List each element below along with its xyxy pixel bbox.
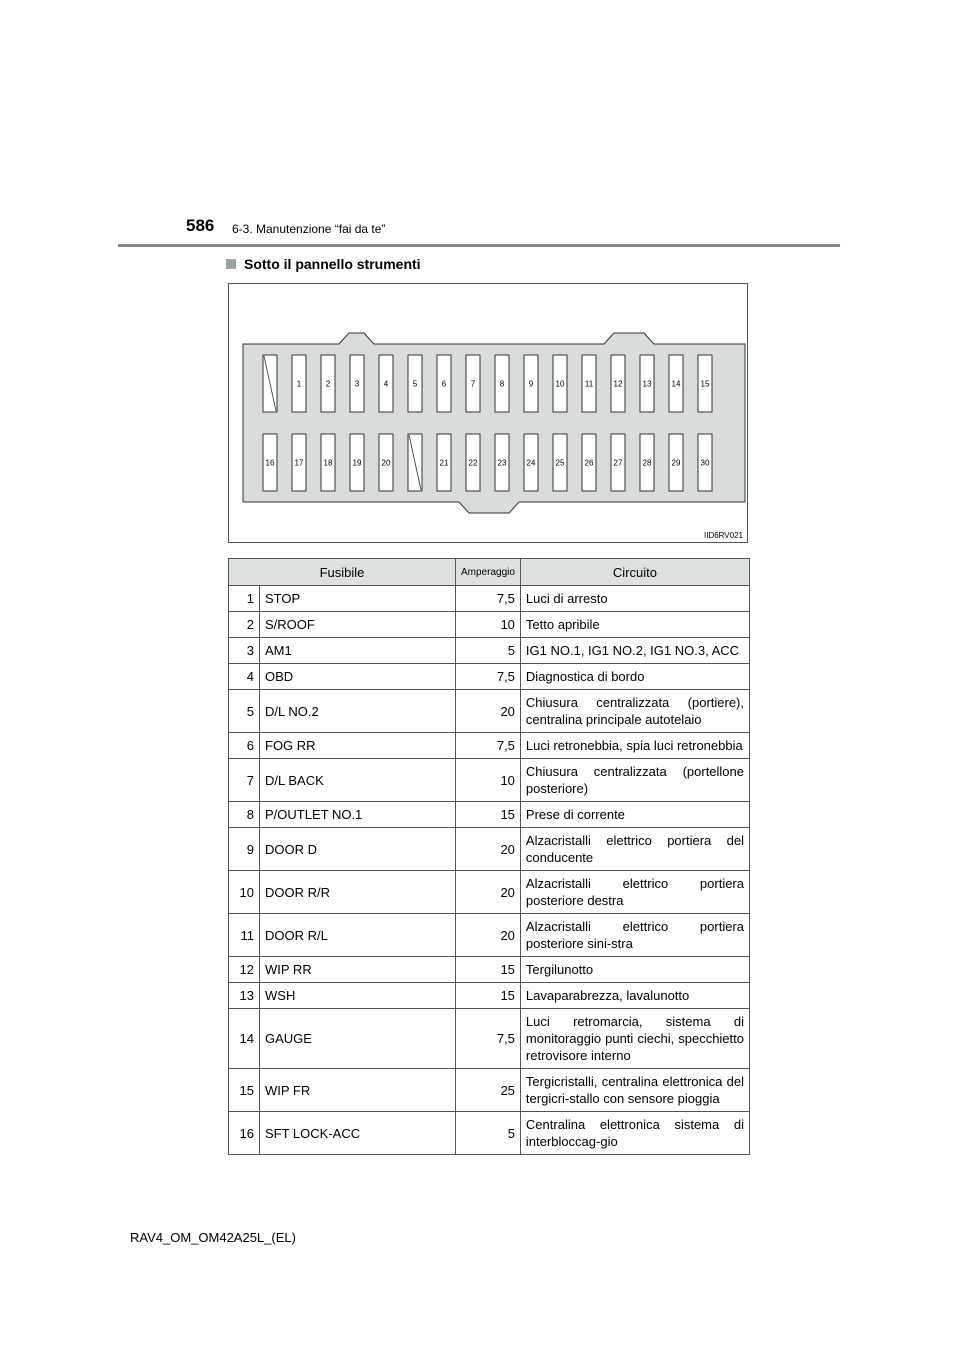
cell-num: 15 [229,1069,260,1112]
fuse-slot-label: 4 [383,379,389,389]
cell-amp: 15 [456,802,521,828]
cell-amp: 7,5 [456,1009,521,1069]
fuse-slot-18 [321,434,335,491]
cell-num: 8 [229,802,260,828]
fuse-slot-label: 7 [470,379,476,389]
fuse-slot-9 [524,355,538,412]
cell-name: FOG RR [260,733,456,759]
cell-num: 12 [229,957,260,983]
fuse-slot-10 [553,355,567,412]
cell-num: 5 [229,690,260,733]
fuse-slot-label: 14 [671,379,681,389]
fuse-table-body [229,586,750,1155]
fuse-slot-16 [263,434,277,491]
cell-num: 9 [229,828,260,871]
fuse-slot-label: 2 [325,379,331,389]
cell-amp: 7,5 [456,586,521,612]
header-rule [118,244,840,247]
fuse-slot-label: 30 [700,458,710,468]
fuse-slot-24 [524,434,538,491]
cell-circuit: Chiusura centralizzata (portiere), centralina principale autotelaio [520,690,749,733]
fuse-slot-7 [466,355,480,412]
cell-amp: 20 [456,914,521,957]
cell-circuit: Alzacristalli elettrico portiera posteriore sini-stra [520,914,749,957]
cell-circuit: Tetto apribile [520,612,749,638]
cell-amp: 15 [456,957,521,983]
cell-circuit: Luci di arresto [520,586,749,612]
fuse-slot-label: 15 [700,379,710,389]
cell-num: 16 [229,1112,260,1155]
header-amperage: Amperaggio [456,559,521,586]
cell-amp: 5 [456,1112,521,1155]
fuse-slot-label: 17 [294,458,304,468]
header-fuse: Fusibile [229,559,456,586]
cell-name: D/L BACK [260,759,456,802]
fuse-slot-5 [408,355,422,412]
cell-name: P/OUTLET NO.1 [260,802,456,828]
table-row [229,733,750,759]
fuse-box-diagram [228,283,748,543]
cell-circuit: Tergicristalli, centralina elettronica del tergicri-stallo con sensore pioggia [520,1069,749,1112]
cell-amp: 5 [456,638,521,664]
cell-circuit: Centralina elettronica sistema di interbloccag-gio [520,1112,749,1155]
cell-num: 2 [229,612,260,638]
table-row [229,1009,750,1069]
fuse-slot-label: 12 [613,379,623,389]
fuse-slot-label: 23 [497,458,507,468]
fuse-slot-label: 25 [555,458,565,468]
cell-amp: 10 [456,612,521,638]
fuse-slot-25 [553,434,567,491]
cell-name: DOOR D [260,828,456,871]
cell-num: 13 [229,983,260,1009]
cell-circuit: IG1 NO.1, IG1 NO.2, IG1 NO.3, ACC [520,638,749,664]
fuse-slot-label: 29 [671,458,681,468]
table-row [229,586,750,612]
cell-amp: 20 [456,690,521,733]
cell-num: 3 [229,638,260,664]
section-title: Sotto il pannello strumenti [244,256,421,272]
cell-name: WIP RR [260,957,456,983]
table-row [229,612,750,638]
fuse-slot-21 [437,434,451,491]
cell-name: OBD [260,664,456,690]
cell-num: 6 [229,733,260,759]
fuse-table [228,558,750,1155]
cell-circuit: Tergilunotto [520,957,749,983]
cell-name: D/L NO.2 [260,690,456,733]
cell-num: 14 [229,1009,260,1069]
fuse-slot-4 [379,355,393,412]
cell-amp: 7,5 [456,664,521,690]
cell-amp: 25 [456,1069,521,1112]
cell-num: 10 [229,871,260,914]
fuse-slot-29 [669,434,683,491]
cell-circuit: Alzacristalli elettrico portiera posteriore destra [520,871,749,914]
table-row [229,759,750,802]
fuse-slot-label: 19 [352,458,362,468]
table-row [229,1069,750,1112]
cell-name: AM1 [260,638,456,664]
cell-amp: 15 [456,983,521,1009]
fuse-slot-30 [698,434,712,491]
fuse-slot-label: 1 [296,379,302,389]
fuse-slot-label: 22 [468,458,478,468]
cell-name: S/ROOF [260,612,456,638]
fuse-slot-label: 6 [441,379,447,389]
cell-name: SFT LOCK-ACC [260,1112,456,1155]
cell-num: 11 [229,914,260,957]
chapter-title: 6-3. Manutenzione “fai da te” [232,222,386,236]
cell-amp: 7,5 [456,733,521,759]
empty-fuse-slot [263,355,277,412]
fuse-slot-23 [495,434,509,491]
fuse-slot-label: 20 [381,458,391,468]
fuse-slot-22 [466,434,480,491]
table-row [229,802,750,828]
square-bullet-icon [226,259,236,269]
table-row [229,957,750,983]
fuse-slot-label: 21 [439,458,449,468]
fuse-slot-label: 16 [265,458,275,468]
table-row [229,983,750,1009]
fuse-slot-11 [582,355,596,412]
fuse-slot-label: 18 [323,458,333,468]
table-row [229,914,750,957]
figure-code: IID6RV021 [704,531,743,540]
cell-amp: 20 [456,828,521,871]
fuse-slot-8 [495,355,509,412]
fuse-slot-19 [350,434,364,491]
cell-circuit: Luci retronebbia, spia luci retronebbia [520,733,749,759]
cell-name: WSH [260,983,456,1009]
fuse-slot-27 [611,434,625,491]
cell-num: 1 [229,586,260,612]
header-circuit: Circuito [520,559,749,586]
empty-fuse-slot [408,434,422,491]
fuse-slot-17 [292,434,306,491]
cell-circuit: Lavaparabrezza, lavalunotto [520,983,749,1009]
cell-circuit: Diagnostica di bordo [520,664,749,690]
table-row [229,871,750,914]
fuse-box-svg [229,284,747,542]
cell-name: WIP FR [260,1069,456,1112]
cell-circuit: Chiusura centralizzata (portellone posteriore) [520,759,749,802]
cell-circuit: Prese di corrente [520,802,749,828]
fuse-slot-20 [379,434,393,491]
page-number: 586 [186,216,215,235]
fuse-slot-label: 11 [584,379,594,389]
fuse-slot-label: 9 [528,379,534,389]
table-row [229,638,750,664]
fuse-slot-28 [640,434,654,491]
table-row [229,1112,750,1155]
fuse-slot-2 [321,355,335,412]
table-row [229,828,750,871]
cell-name: GAUGE [260,1009,456,1069]
fuse-slot-label: 26 [584,458,594,468]
cell-num: 4 [229,664,260,690]
cell-name: DOOR R/L [260,914,456,957]
cell-amp: 10 [456,759,521,802]
fuse-slot-6 [437,355,451,412]
table-header-row [229,559,750,586]
fuse-slot-label: 5 [412,379,418,389]
fuse-slot-label: 8 [499,379,505,389]
fuse-slot-26 [582,434,596,491]
fuse-slot-label: 10 [555,379,565,389]
cell-num: 7 [229,759,260,802]
fuse-slot-1 [292,355,306,412]
table-row [229,690,750,733]
footer-text: RAV4_OM_OM42A25L_(EL) [130,1230,296,1245]
table-row [229,664,750,690]
fuse-slot-label: 27 [613,458,623,468]
fuse-slot-label: 13 [642,379,652,389]
fuse-slot-3 [350,355,364,412]
fuse-slot-13 [640,355,654,412]
cell-name: STOP [260,586,456,612]
section-heading [226,256,421,272]
fuse-slot-label: 24 [526,458,536,468]
cell-circuit: Alzacristalli elettrico portiera del conducente [520,828,749,871]
fuse-slot-14 [669,355,683,412]
fuse-slot-label: 28 [642,458,652,468]
cell-amp: 20 [456,871,521,914]
fuse-slot-12 [611,355,625,412]
cell-name: DOOR R/R [260,871,456,914]
cell-circuit: Luci retromarcia, sistema di monitoraggio punti ciechi, specchietto retrovisore interno [520,1009,749,1069]
fuse-slot-15 [698,355,712,412]
fuse-slot-label: 3 [354,379,360,389]
